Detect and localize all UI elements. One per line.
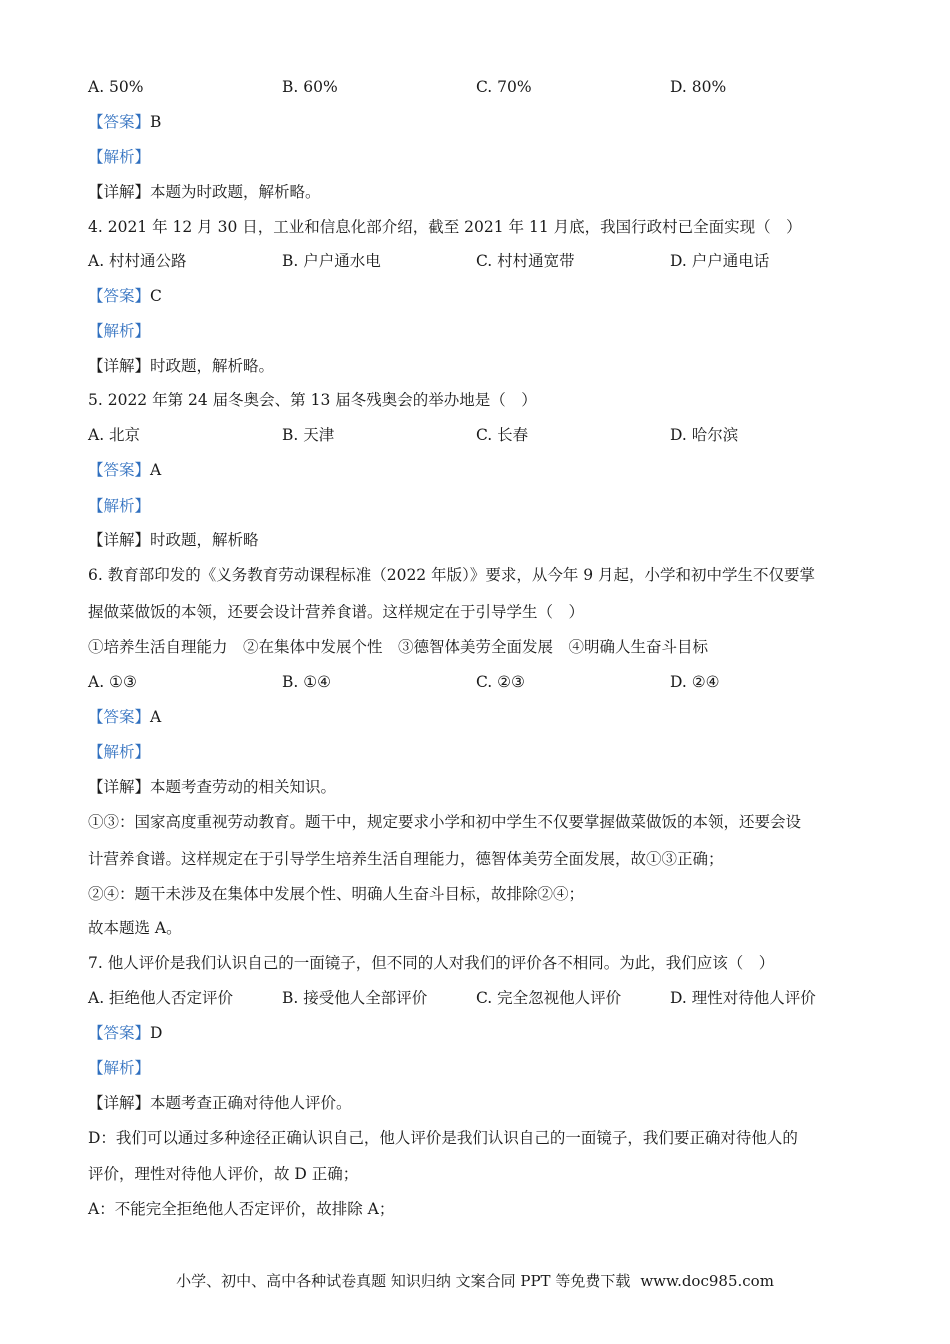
- q5-option-c: C. 长春: [476, 426, 529, 444]
- q3-analysis-tag: 【解析】: [88, 148, 151, 166]
- q4-stem: 4. 2021 年 12 月 30 日，工业和信息化部介绍，截至 2021 年 11 月底，我国行政村已全面实现（ ）: [88, 218, 802, 236]
- answer-tag: 【答案】: [88, 1024, 151, 1042]
- answer-tag: 【答案】: [88, 287, 151, 305]
- q4-option-a: A. 村村通公路: [88, 252, 187, 270]
- q5-option-b: B. 天津: [282, 426, 335, 444]
- answer-value: A: [150, 708, 162, 726]
- q7-analysis-tag: 【解析】: [88, 1059, 151, 1077]
- answer-tag: 【答案】: [88, 461, 151, 479]
- q6-detail: [88, 777, 336, 797]
- answer-value: A: [150, 461, 162, 479]
- q6-explanation-1: ①③：国家高度重视劳动教育。题干中，规定要求小学和初中学生不仅要掌握做菜做饭的本领，还要会设: [88, 813, 802, 831]
- q6-statements: ①培养生活自理能力 ②在集体中发展个性 ③德智体美劳全面发展 ④明确人生奋斗目标: [88, 638, 709, 656]
- q3-option-d: D. 80%: [670, 78, 727, 96]
- q4-answer: [88, 286, 162, 306]
- q3-detail: [88, 182, 321, 202]
- q4-option-c: C. 村村通宽带: [476, 252, 575, 270]
- q7-option-b: B. 接受他人全部评价: [282, 989, 428, 1007]
- q6-analysis-tag: 【解析】: [88, 743, 151, 761]
- q7-option-d: D. 理性对待他人评价: [670, 989, 816, 1007]
- footer-text: 小学、初中、高中各种试卷真题 知识归纳 文案合同 PPT 等免费下载: [176, 1272, 631, 1290]
- q6-explanation-2: 计营养食谱。这样规定在于引导学生培养生活自理能力，德智体美劳全面发展，故①③正确；: [88, 850, 724, 868]
- q6-option-b: B. ①④: [282, 673, 332, 691]
- q7-explanation-1: D：我们可以通过多种途径正确认识自己，他人评价是我们认识自己的一面镜子，我们要正确对待他人的: [88, 1129, 798, 1147]
- detail-tag: 【详解】: [88, 1094, 151, 1112]
- detail-text: 时政题，解析略。: [150, 357, 275, 375]
- q4-option-d: D. 户户通电话: [670, 252, 770, 270]
- q4-detail: [88, 356, 274, 376]
- q6-stem-line-2: 握做菜做饭的本领，还要会设计营养食谱。这样规定在于引导学生（ ）: [88, 603, 585, 621]
- detail-text: 本题考查劳动的相关知识。: [150, 778, 337, 796]
- q5-option-a: A. 北京: [88, 426, 141, 444]
- q5-detail: [88, 530, 259, 550]
- q3-option-c: C. 70%: [476, 78, 532, 96]
- q7-option-a: A. 拒绝他人否定评价: [88, 989, 234, 1007]
- q6-explanation-3: ②④：题干未涉及在集体中发展个性、明确人生奋斗目标，故排除②④；: [88, 885, 585, 903]
- answer-tag: 【答案】: [88, 708, 151, 726]
- q5-answer: [88, 460, 161, 480]
- detail-text: 本题考查正确对待他人评价。: [150, 1094, 352, 1112]
- detail-tag: 【详解】: [88, 778, 151, 796]
- q6-answer: [88, 707, 161, 727]
- q5-stem: 5. 2022 年第 24 届冬奥会、第 13 届冬残奥会的举办地是（ ）: [88, 391, 537, 409]
- answer-value: C: [150, 287, 162, 305]
- detail-text: 本题为时政题，解析略。: [150, 183, 321, 201]
- answer-value: B: [150, 113, 162, 131]
- q7-explanation-3: A：不能完全拒绝他人否定评价，故排除 A；: [88, 1200, 395, 1218]
- detail-tag: 【详解】: [88, 357, 151, 375]
- q3-answer: [88, 112, 161, 132]
- detail-text: 时政题，解析略: [150, 531, 259, 549]
- q7-detail: [88, 1093, 352, 1113]
- footer-url[interactable]: www.doc985.com: [640, 1272, 774, 1290]
- answer-tag: 【答案】: [88, 113, 151, 131]
- q5-analysis-tag: 【解析】: [88, 497, 151, 515]
- q4-option-b: B. 户户通水电: [282, 252, 381, 270]
- detail-tag: 【详解】: [88, 183, 151, 201]
- q7-explanation-2: 评价，理性对待他人评价，故 D 正确；: [88, 1165, 359, 1183]
- q3-option-a: A. 50%: [88, 78, 144, 96]
- answer-value: D: [150, 1024, 163, 1042]
- q6-option-a: A. ①③: [88, 673, 137, 691]
- q5-option-d: D. 哈尔滨: [670, 426, 739, 444]
- q3-option-b: B. 60%: [282, 78, 338, 96]
- q6-explanation-4: 故本题选 A。: [88, 919, 182, 937]
- q7-option-c: C. 完全忽视他人评价: [476, 989, 622, 1007]
- q6-stem-line-1: 6. 教育部印发的《义务教育劳动课程标准（2022 年版）》要求，从今年 9 月起，小学和初中学生不仅要掌: [88, 566, 816, 584]
- q6-option-d: D. ②④: [670, 673, 720, 691]
- q7-stem: 7. 他人评价是我们认识自己的一面镜子，但不同的人对我们的评价各不相同。为此，我们应该（ ）: [88, 954, 775, 972]
- q7-answer: [88, 1023, 162, 1043]
- q4-analysis-tag: 【解析】: [88, 322, 151, 340]
- page-footer: [0, 1270, 950, 1291]
- q6-option-c: C. ②③: [476, 673, 525, 691]
- detail-tag: 【详解】: [88, 531, 151, 549]
